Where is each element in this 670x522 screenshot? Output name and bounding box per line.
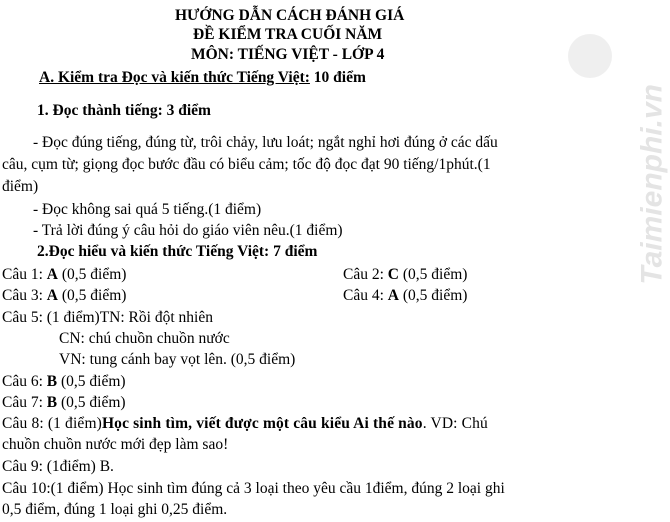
q3-answer: A <box>46 287 58 304</box>
q1-points: (0,5 điểm) <box>57 266 127 283</box>
answer-q6 <box>2 372 126 391</box>
q1-answer: A <box>46 266 58 283</box>
answer-q5-line2: CN: chú chuồn chuồn nước <box>59 330 230 347</box>
part1-paragraph-line2: câu, cụm từ; giọng đọc bước đầu có biểu cảm; tốc độ đọc đạt 90 tiếng/1phút.(1 <box>2 156 491 173</box>
q1-label: Câu 1: <box>2 266 47 283</box>
q7-answer: B <box>46 394 58 411</box>
watermark-logo <box>568 34 612 78</box>
answer-q1 <box>2 265 126 284</box>
part1-paragraph-line1: - Đọc đúng tiếng, đúng từ, trôi chảy, lưu loát; ngắt nghỉ hơi đúng ở các dấu <box>33 134 498 151</box>
part1-heading: 1. Đọc thành tiếng: 3 điểm <box>37 102 211 119</box>
answer-q4 <box>343 286 467 305</box>
answer-q5-line1: Câu 5: (1 điểm)TN: Rồi đột nhiên <box>2 309 213 326</box>
answer-q9: Câu 9: (1điểm) B. <box>2 458 114 475</box>
q8-suffix: . VD: Chú <box>422 415 488 432</box>
watermark-text: Taimienphi.vn <box>636 84 669 285</box>
answer-q8-line2: chuồn chuồn nước mới đẹp làm sao! <box>2 436 229 453</box>
q7-points: (0,5 điểm) <box>57 394 126 411</box>
answer-q7 <box>2 393 126 412</box>
q6-answer: B <box>46 373 58 390</box>
q4-points: (0,5 điểm) <box>398 287 468 304</box>
part1-criterion-3: - Trả lời đúng ý câu hỏi do giáo viên nêu.(1 điểm) <box>33 222 343 239</box>
q2-points: (0,5 điểm) <box>398 266 468 283</box>
header-subject: MÔN: TIẾNG VIỆT - LỚP 4 <box>191 46 385 63</box>
answer-q10-line1: Câu 10:(1 điểm) Học sinh tìm đúng cả 3 loại theo yêu cầu 1điểm, đúng 2 loại ghi <box>2 480 505 497</box>
answer-q10-line2: 0,5 điểm, đúng 1 loại ghi 0,25 điểm. <box>2 501 228 518</box>
part1-paragraph-line3: điểm) <box>2 178 39 195</box>
q8-prefix: Câu 8: (1 điểm) <box>2 415 102 432</box>
section-a-title: A. Kiểm tra Đọc và kiến thức Tiếng Việt: <box>39 69 310 86</box>
part1-criterion-2: - Đọc không sai quá 5 tiếng.(1 điểm) <box>33 201 262 218</box>
q6-label: Câu 6: <box>2 373 47 390</box>
header-title-line2: ĐỀ KIỂM TRA CUỐI NĂM <box>193 26 383 43</box>
header-title-line1: HƯỚNG DẪN CÁCH ĐÁNH GIÁ <box>175 7 405 24</box>
answer-q2 <box>343 265 467 284</box>
answer-q5-line3: VN: tung cánh bay vọt lên. (0,5 điểm) <box>59 351 296 368</box>
q2-answer: C <box>387 266 399 283</box>
section-a-heading <box>39 68 366 87</box>
answer-q8-line1 <box>2 414 488 433</box>
q6-points: (0,5 điểm) <box>57 373 126 390</box>
section-a-points: 10 điểm <box>313 69 366 86</box>
q4-answer: A <box>387 287 399 304</box>
q8-bold-text: Học sinh tìm, viết được một câu kiểu Ai thế nào <box>101 415 423 432</box>
q3-points: (0,5 điểm) <box>57 287 127 304</box>
q3-label: Câu 3: <box>2 287 47 304</box>
q2-label: Câu 2: <box>343 266 388 283</box>
part2-heading: 2.Đọc hiểu và kiến thức Tiếng Việt: 7 điểm <box>37 243 318 260</box>
q4-label: Câu 4: <box>343 287 388 304</box>
q7-label: Câu 7: <box>2 394 47 411</box>
answer-q3 <box>2 286 126 305</box>
